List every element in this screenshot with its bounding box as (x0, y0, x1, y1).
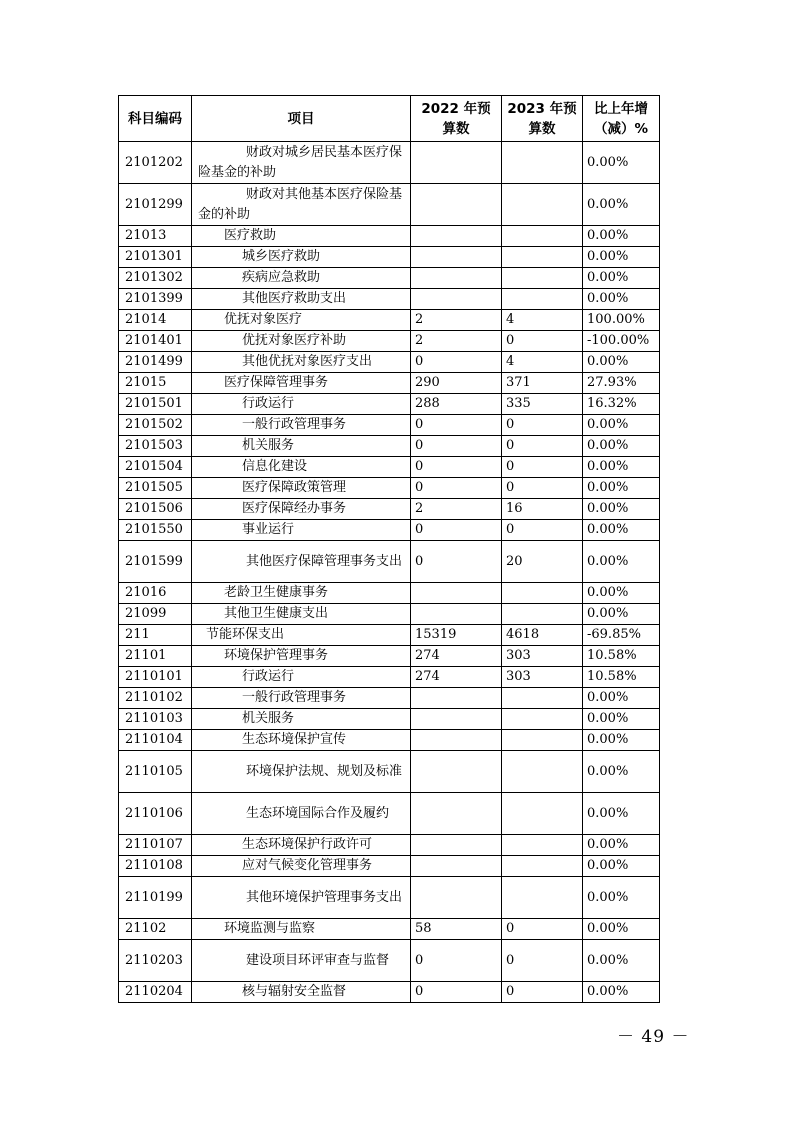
cell-item: 核与辐射安全监督 (192, 982, 411, 1003)
cell-code: 2110101 (119, 667, 192, 688)
cell-2023: 4 (502, 310, 583, 331)
cell-change: 0.00% (583, 457, 660, 478)
cell-item: 环境保护管理事务 (192, 646, 411, 667)
cell-code: 2101301 (119, 247, 192, 268)
cell-code: 2110203 (119, 940, 192, 982)
cell-2023 (502, 289, 583, 310)
cell-item: 医疗救助 (192, 226, 411, 247)
cell-2023: 0 (502, 436, 583, 457)
cell-2022: 0 (411, 436, 502, 457)
cell-2022: 2 (411, 331, 502, 352)
cell-change: 100.00% (583, 310, 660, 331)
table-row (119, 730, 660, 751)
cell-2023: 0 (502, 919, 583, 940)
table-row (119, 142, 660, 184)
cell-item: 行政运行 (192, 394, 411, 415)
table-row (119, 289, 660, 310)
cell-item: 老龄卫生健康事务 (192, 583, 411, 604)
table-row (119, 751, 660, 793)
cell-item: 应对气候变化管理事务 (192, 856, 411, 877)
cell-item: 其他医疗保障管理事务支出 (192, 541, 411, 583)
cell-item: 优抚对象医疗补助 (192, 331, 411, 352)
table-row (119, 583, 660, 604)
cell-2023 (502, 709, 583, 730)
cell-2022 (411, 247, 502, 268)
cell-change: 0.00% (583, 730, 660, 751)
cell-change: 0.00% (583, 856, 660, 877)
cell-2022: 0 (411, 415, 502, 436)
cell-2022: 0 (411, 541, 502, 583)
cell-change: 0.00% (583, 289, 660, 310)
cell-2023: 0 (502, 331, 583, 352)
cell-2022 (411, 793, 502, 835)
cell-change: 0.00% (583, 688, 660, 709)
cell-code: 2101399 (119, 289, 192, 310)
cell-change: 0.00% (583, 982, 660, 1003)
cell-2023: 0 (502, 457, 583, 478)
cell-change: 0.00% (583, 940, 660, 982)
cell-2023: 0 (502, 415, 583, 436)
cell-2023 (502, 793, 583, 835)
cell-change: -69.85% (583, 625, 660, 646)
cell-change: 0.00% (583, 436, 660, 457)
cell-2022 (411, 688, 502, 709)
cell-change: 0.00% (583, 247, 660, 268)
header-2023: 2023 年预算数 (502, 96, 583, 142)
cell-item: 环境监测与监察 (192, 919, 411, 940)
cell-item: 行政运行 (192, 667, 411, 688)
cell-2022 (411, 184, 502, 226)
cell-change: 0.00% (583, 268, 660, 289)
cell-item: 一般行政管理事务 (192, 415, 411, 436)
table-row (119, 373, 660, 394)
cell-2022 (411, 268, 502, 289)
header-item: 项目 (192, 96, 411, 142)
cell-code: 21015 (119, 373, 192, 394)
cell-2022: 288 (411, 394, 502, 415)
cell-change: 0.00% (583, 835, 660, 856)
cell-change: 0.00% (583, 751, 660, 793)
cell-code: 2101506 (119, 499, 192, 520)
table-row (119, 919, 660, 940)
table-row (119, 310, 660, 331)
cell-2022: 0 (411, 352, 502, 373)
cell-2022: 0 (411, 478, 502, 499)
cell-2023 (502, 142, 583, 184)
cell-2023: 16 (502, 499, 583, 520)
cell-2022 (411, 856, 502, 877)
cell-2022: 15319 (411, 625, 502, 646)
cell-2023: 303 (502, 667, 583, 688)
cell-item: 建设项目环评审查与监督 (192, 940, 411, 982)
table-row (119, 982, 660, 1003)
cell-2022: 290 (411, 373, 502, 394)
cell-code: 21014 (119, 310, 192, 331)
cell-code: 2110199 (119, 877, 192, 919)
table-row (119, 625, 660, 646)
cell-2023 (502, 604, 583, 625)
cell-code: 2110204 (119, 982, 192, 1003)
cell-2023 (502, 583, 583, 604)
cell-code: 2110103 (119, 709, 192, 730)
cell-change: 0.00% (583, 352, 660, 373)
table-row (119, 247, 660, 268)
cell-code: 2101299 (119, 184, 192, 226)
cell-2023 (502, 730, 583, 751)
cell-item: 其他医疗救助支出 (192, 289, 411, 310)
table-row (119, 394, 660, 415)
cell-code: 2101302 (119, 268, 192, 289)
cell-code: 2110106 (119, 793, 192, 835)
cell-change: 0.00% (583, 415, 660, 436)
cell-item: 机关服务 (192, 436, 411, 457)
cell-item: 环境保护法规、规划及标准 (192, 751, 411, 793)
cell-code: 2101499 (119, 352, 192, 373)
cell-item: 其他优抚对象医疗支出 (192, 352, 411, 373)
cell-item: 其他环境保护管理事务支出 (192, 877, 411, 919)
cell-2022: 0 (411, 940, 502, 982)
cell-2023 (502, 751, 583, 793)
cell-item: 事业运行 (192, 520, 411, 541)
cell-2022: 58 (411, 919, 502, 940)
cell-2023 (502, 856, 583, 877)
cell-2022 (411, 751, 502, 793)
cell-change: -100.00% (583, 331, 660, 352)
cell-change: 0.00% (583, 142, 660, 184)
header-change: 比上年增（减）% (583, 96, 660, 142)
cell-change: 0.00% (583, 604, 660, 625)
cell-code: 21099 (119, 604, 192, 625)
cell-2022: 274 (411, 646, 502, 667)
cell-2023: 335 (502, 394, 583, 415)
table-row (119, 436, 660, 457)
header-code: 科目编码 (119, 96, 192, 142)
table-row (119, 877, 660, 919)
table-header-row (119, 96, 660, 142)
cell-2023 (502, 247, 583, 268)
cell-2022 (411, 730, 502, 751)
cell-code: 2101502 (119, 415, 192, 436)
cell-item: 一般行政管理事务 (192, 688, 411, 709)
table-row (119, 835, 660, 856)
cell-2023 (502, 688, 583, 709)
table-row (119, 352, 660, 373)
cell-code: 2110102 (119, 688, 192, 709)
table-row (119, 268, 660, 289)
cell-2022 (411, 709, 502, 730)
cell-item: 医疗保障管理事务 (192, 373, 411, 394)
cell-2023: 371 (502, 373, 583, 394)
cell-2022: 274 (411, 667, 502, 688)
table-row (119, 688, 660, 709)
cell-2022: 2 (411, 499, 502, 520)
table-row (119, 520, 660, 541)
cell-2023: 4618 (502, 625, 583, 646)
cell-code: 2101550 (119, 520, 192, 541)
cell-code: 211 (119, 625, 192, 646)
cell-2022 (411, 226, 502, 247)
cell-2022: 0 (411, 520, 502, 541)
cell-item: 生态环境保护宣传 (192, 730, 411, 751)
table-row (119, 499, 660, 520)
cell-change: 0.00% (583, 541, 660, 583)
cell-code: 2101202 (119, 142, 192, 184)
cell-2022: 0 (411, 457, 502, 478)
cell-2022 (411, 142, 502, 184)
cell-2022 (411, 835, 502, 856)
table-row (119, 226, 660, 247)
header-2022: 2022 年预算数 (411, 96, 502, 142)
cell-code: 21016 (119, 583, 192, 604)
cell-change: 0.00% (583, 583, 660, 604)
cell-2023: 4 (502, 352, 583, 373)
cell-code: 21101 (119, 646, 192, 667)
cell-2023: 0 (502, 478, 583, 499)
cell-code: 2101504 (119, 457, 192, 478)
cell-item: 信息化建设 (192, 457, 411, 478)
cell-change: 27.93% (583, 373, 660, 394)
cell-code: 2101599 (119, 541, 192, 583)
cell-code: 2110108 (119, 856, 192, 877)
cell-item: 优抚对象医疗 (192, 310, 411, 331)
cell-2022 (411, 583, 502, 604)
cell-change: 0.00% (583, 478, 660, 499)
cell-item: 财政对其他基本医疗保险基金的补助 (192, 184, 411, 226)
table-row (119, 478, 660, 499)
cell-code: 2101401 (119, 331, 192, 352)
table-row (119, 667, 660, 688)
cell-change: 0.00% (583, 226, 660, 247)
cell-2023 (502, 226, 583, 247)
cell-change: 0.00% (583, 877, 660, 919)
cell-change: 10.58% (583, 646, 660, 667)
cell-2023 (502, 184, 583, 226)
cell-change: 0.00% (583, 520, 660, 541)
cell-2023: 303 (502, 646, 583, 667)
cell-item: 机关服务 (192, 709, 411, 730)
cell-2023 (502, 835, 583, 856)
cell-2022 (411, 289, 502, 310)
cell-change: 16.32% (583, 394, 660, 415)
cell-code: 2101505 (119, 478, 192, 499)
cell-item: 财政对城乡居民基本医疗保险基金的补助 (192, 142, 411, 184)
cell-item: 其他卫生健康支出 (192, 604, 411, 625)
cell-change: 0.00% (583, 793, 660, 835)
table-row (119, 940, 660, 982)
cell-item: 医疗保障政策管理 (192, 478, 411, 499)
table-row (119, 541, 660, 583)
cell-item: 城乡医疗救助 (192, 247, 411, 268)
cell-code: 21013 (119, 226, 192, 247)
table-row (119, 646, 660, 667)
table-row (119, 331, 660, 352)
table-row (119, 793, 660, 835)
table-body (119, 142, 660, 1003)
cell-code: 2101501 (119, 394, 192, 415)
cell-code: 2101503 (119, 436, 192, 457)
table-row (119, 184, 660, 226)
cell-code: 2110107 (119, 835, 192, 856)
cell-item: 生态环境保护行政许可 (192, 835, 411, 856)
cell-code: 21102 (119, 919, 192, 940)
table-row (119, 604, 660, 625)
cell-2022 (411, 877, 502, 919)
cell-2023: 20 (502, 541, 583, 583)
table-row (119, 709, 660, 730)
budget-table (118, 95, 660, 1003)
cell-change: 0.00% (583, 709, 660, 730)
cell-change: 0.00% (583, 499, 660, 520)
cell-2023: 0 (502, 520, 583, 541)
cell-2023: 0 (502, 982, 583, 1003)
page-number: － 49 － (617, 1027, 690, 1047)
table-row (119, 457, 660, 478)
cell-item: 节能环保支出 (192, 625, 411, 646)
cell-2023 (502, 268, 583, 289)
cell-change: 10.58% (583, 667, 660, 688)
cell-code: 2110104 (119, 730, 192, 751)
cell-2023: 0 (502, 940, 583, 982)
cell-2022: 0 (411, 982, 502, 1003)
cell-2023 (502, 877, 583, 919)
cell-item: 医疗保障经办事务 (192, 499, 411, 520)
cell-2022: 2 (411, 310, 502, 331)
cell-change: 0.00% (583, 919, 660, 940)
cell-item: 生态环境国际合作及履约 (192, 793, 411, 835)
cell-2022 (411, 604, 502, 625)
cell-item: 疾病应急救助 (192, 268, 411, 289)
table-row (119, 415, 660, 436)
cell-change: 0.00% (583, 184, 660, 226)
cell-code: 2110105 (119, 751, 192, 793)
table-row (119, 856, 660, 877)
